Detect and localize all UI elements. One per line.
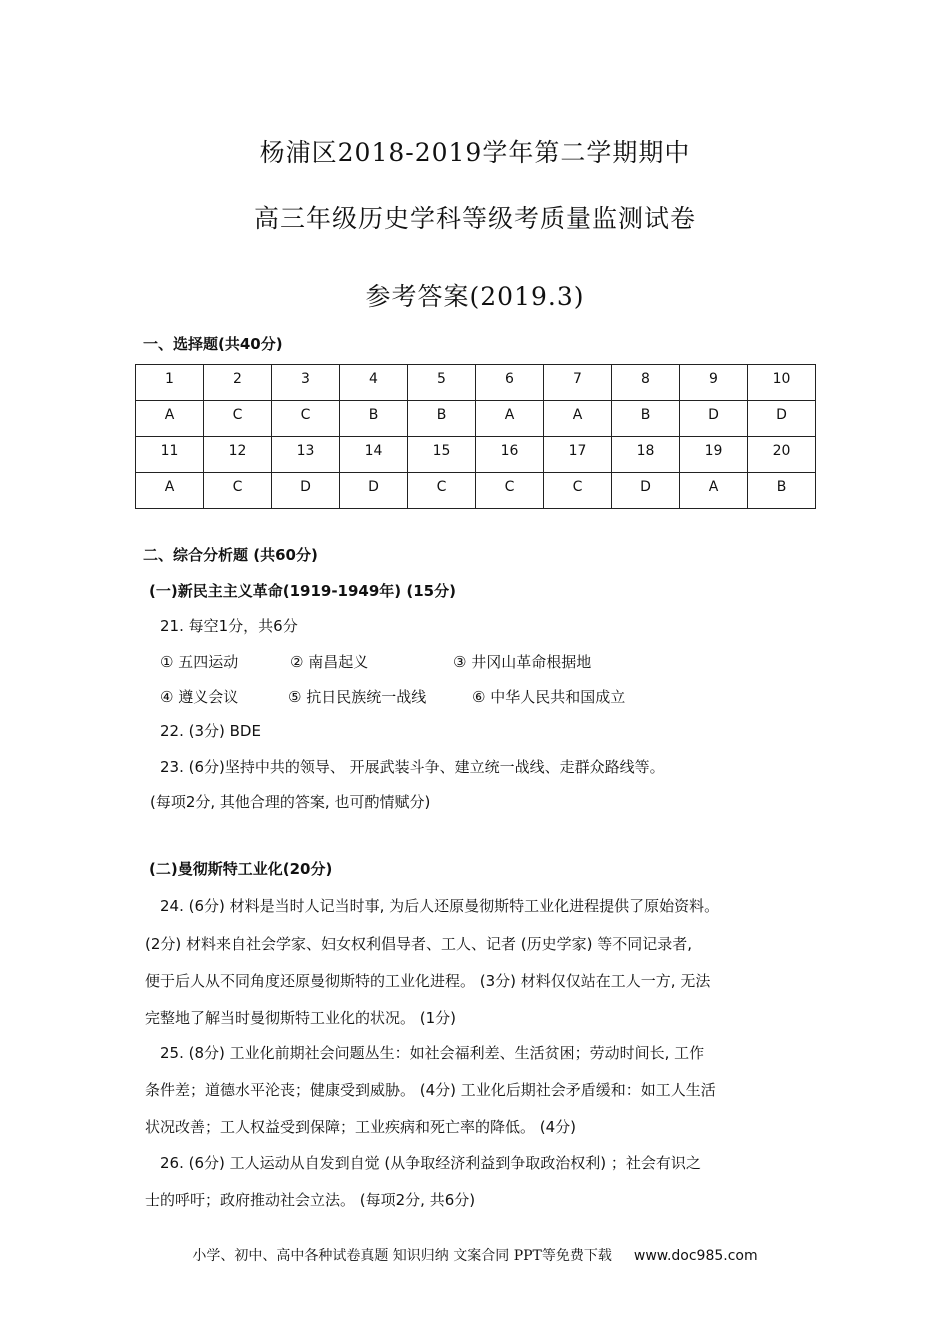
table-cell: D <box>272 473 340 509</box>
table-cell: C <box>476 473 544 509</box>
table-cell: 8 <box>612 365 680 401</box>
table-cell: D <box>748 401 816 437</box>
table-cell: 1 <box>136 365 204 401</box>
title-line-3: 参考答案(2019.3) <box>365 282 585 311</box>
q26-line: 士的呼吁；政府推动社会立法。 (每项2分, 共6分) <box>145 1191 476 1209</box>
section-1-heading: 一、选择题(共40分) <box>143 335 283 353</box>
table-cell: B <box>340 401 408 437</box>
q25-line: 25. (8分) 工业化前期社会问题丛生：如社会福利差、生活贫困；劳动时间长, 工作 <box>160 1044 705 1062</box>
q24-line: 便于后人从不同角度还原曼彻斯特的工业化进程。 (3分) 材料仅仅站在工人一方, 无法 <box>145 972 711 990</box>
table-cell: D <box>340 473 408 509</box>
q24-line: (2分) 材料来自社会学家、妇女权利倡导者、工人、记者 (历史学家) 等不同记录者, <box>145 935 693 953</box>
part-2-heading: (二)曼彻斯特工业化(20分) <box>149 860 333 878</box>
table-cell: C <box>408 473 476 509</box>
table-cell: C <box>204 473 272 509</box>
q23-answer: 23. (6分)坚持中共的领导、 开展武装斗争、建立统一战线、走群众路线等。 <box>160 758 665 776</box>
q21-item-6: ⑥ 中华人民共和国成立 <box>472 688 626 706</box>
table-cell: B <box>612 401 680 437</box>
table-cell: 2 <box>204 365 272 401</box>
table-cell: 6 <box>476 365 544 401</box>
table-cell: 17 <box>544 437 612 473</box>
title-line-2: 高三年级历史学科等级考质量监测试卷 <box>253 204 696 233</box>
table-cell: 19 <box>680 437 748 473</box>
table-cell: 5 <box>408 365 476 401</box>
table-cell: C <box>204 401 272 437</box>
table-cell: A <box>680 473 748 509</box>
table-cell: A <box>544 401 612 437</box>
table-row <box>136 437 816 473</box>
q21-item-4: ④ 遵义会议 <box>160 688 239 706</box>
table-cell: 20 <box>748 437 816 473</box>
table-cell: 15 <box>408 437 476 473</box>
table-cell: 13 <box>272 437 340 473</box>
table-cell: A <box>136 401 204 437</box>
table-cell: 4 <box>340 365 408 401</box>
q21-item-3: ③ 井冈山革命根据地 <box>453 653 592 671</box>
q25-line: 条件差；道德水平沦丧；健康受到威胁。 (4分) 工业化后期社会矛盾缓和：如工人生活 <box>145 1081 716 1099</box>
part-1-heading: (一)新民主主义革命(1919-1949年) (15分) <box>149 582 456 600</box>
table-cell: 11 <box>136 437 204 473</box>
footer-text: 小学、初中、高中各种试卷真题 知识归纳 文案合同 PPT等免费下载 <box>192 1248 612 1264</box>
table-cell: B <box>748 473 816 509</box>
table-cell: D <box>680 401 748 437</box>
answer-table <box>135 364 816 509</box>
table-cell: 14 <box>340 437 408 473</box>
table-row <box>136 473 816 509</box>
table-cell: C <box>272 401 340 437</box>
q23-note: (每项2分, 其他合理的答案, 也可酌情赋分) <box>150 793 431 811</box>
q25-line: 状况改善；工人权益受到保障；工业疾病和死亡率的降低。 (4分) <box>145 1118 577 1136</box>
table-cell: B <box>408 401 476 437</box>
table-cell: 12 <box>204 437 272 473</box>
table-cell: 18 <box>612 437 680 473</box>
table-cell: 9 <box>680 365 748 401</box>
footer-url[interactable]: www.doc985.com <box>633 1248 758 1264</box>
q21-item-2: ② 南昌起义 <box>290 653 369 671</box>
q24-line: 完整地了解当时曼彻斯特工业化的状况。 (1分) <box>145 1009 457 1027</box>
q22-answer: 22. (3分) BDE <box>160 722 261 740</box>
table-cell: 16 <box>476 437 544 473</box>
q24-line: 24. (6分) 材料是当时人记当时事, 为后人还原曼彻斯特工业化进程提供了原始资料。 <box>160 897 720 915</box>
table-cell: D <box>612 473 680 509</box>
page-footer <box>0 1245 950 1265</box>
table-cell: 7 <box>544 365 612 401</box>
title-line-1: 杨浦区2018-2019学年第二学期期中 <box>259 138 691 167</box>
table-cell: A <box>136 473 204 509</box>
q26-line: 26. (6分) 工人运动从自发到自觉 (从争取经济利益到争取政治权利) ；社会有识之 <box>160 1154 701 1172</box>
section-2-heading: 二、综合分析题 (共60分) <box>143 546 318 564</box>
table-cell: 3 <box>272 365 340 401</box>
q21-item-5: ⑤ 抗日民族统一战线 <box>288 688 427 706</box>
table-cell: A <box>476 401 544 437</box>
q21-item-1: ① 五四运动 <box>160 653 239 671</box>
table-cell: C <box>544 473 612 509</box>
q21-intro: 21. 每空1分，共6分 <box>160 617 298 635</box>
table-row <box>136 365 816 401</box>
table-row <box>136 401 816 437</box>
table-cell: 10 <box>748 365 816 401</box>
